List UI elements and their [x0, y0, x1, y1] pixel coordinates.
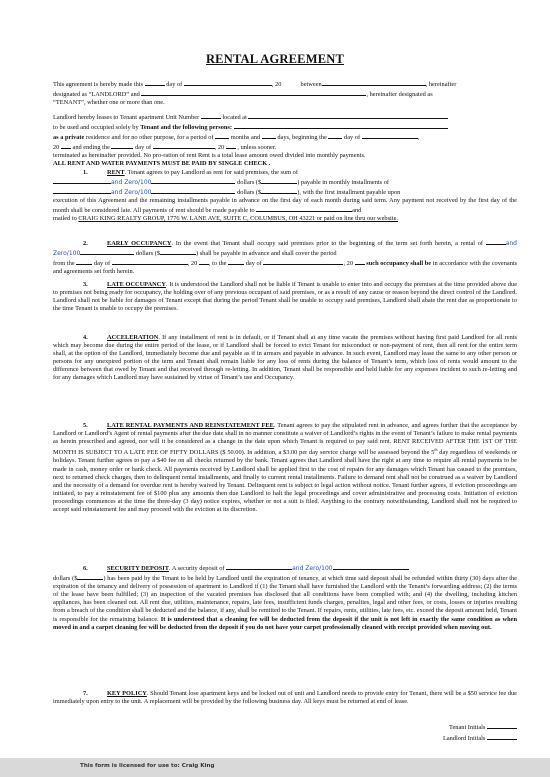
document-title: RENTAL AGREEMENT	[205, 52, 345, 66]
blank-early-from-day[interactable]	[76, 258, 92, 265]
blank-month[interactable]	[184, 79, 272, 86]
rent-text-8: mailed to	[53, 215, 77, 223]
deposit-fill[interactable]: and Zero/100	[292, 565, 333, 572]
blank-early-to-month[interactable]	[263, 258, 343, 265]
blank-deposit-post[interactable]	[333, 563, 409, 570]
rent-fill-2[interactable]: and Zero/100	[111, 189, 152, 197]
rent-text-3: ) payable in monthly installments of	[297, 179, 390, 187]
deposit-number: 6.	[83, 565, 88, 572]
blank-day[interactable]	[145, 79, 165, 86]
lease-paragraph: Landlord hereby leases to Tenant apartment Unit Number located at to be used and occupied solely by Tenant and the following persons: as a private residence and for no other purpose, for a period of months and days, beginning the day of , 20 and ending the day of , 20 , unless sooner. terminated as hereinafter provided. No pro-ration of rent Rent is a total lease amount owed divided into monthly payments. ALL RENT AND WATER PAYMENTS MUST BE PAID BY SINGLE CHECK .	[53, 112, 517, 169]
blank-unit-number[interactable]	[201, 112, 221, 119]
early-text-2: dollars ($	[135, 250, 161, 258]
intro-text-6: designated as “LANDLORD” and	[53, 91, 140, 99]
blank-early-pre[interactable]	[486, 238, 506, 245]
landlord-initials	[443, 733, 517, 742]
late-occ-number: 3.	[83, 281, 88, 288]
lease-text-8: 20	[53, 144, 60, 152]
early-text-8: day of	[245, 260, 262, 268]
late-fee-caps: RENT RECEIVED AFTER THE 1ST OF THE MONTH IS SUBJECT TO A LATE FEE OF FIFTY DOLLARS ($ 50.00).	[53, 438, 517, 457]
intro-text-3: , 20	[271, 81, 282, 88]
early-number: 2.	[83, 240, 88, 247]
accel-body: . If any installment of rent is in default, or if Tenant shall at any time vacate the premises without having first paid Landlord for all rents which may become due during the entire period of the lease, or if Landlord shall be forced to evict Tenant for misconduct or non-payment of rent, then all rent for the entire term shall, at the option of the Landlord, immediately become due and payable as if in arrears and payable in advance. In such event, Landlord may lease the same to any other person or persons for any unexpired portion of the term and Tenant shall remain liable for any loss of rents during the balance of Tenant’s term, which loss of rents would amount to the difference between that owed by Tenant and that received through re-letting. In addition, Tenant shall be responsible and held liable for any expenses incident to such re-letting and for any damages which Landlord may have sustained by virtue of Tenant’s use and Occupancy.	[53, 334, 517, 382]
tenant-initials	[449, 722, 517, 731]
lease-text-9: and ending the	[72, 144, 110, 152]
intro-text-2: day of	[166, 81, 183, 88]
lease-text-3: to be used and occupied solely by	[53, 124, 139, 132]
lease-text-2: located at	[222, 114, 247, 121]
lease-text-7: day of	[344, 134, 361, 142]
blank-tenant-name[interactable]	[141, 89, 366, 96]
deposit-text-2: dollars ($	[53, 575, 78, 583]
late-fee-text-1: . Tenant agrees to pay the stipulated rent in advance, and agrees further that the acceptance by Landlord or Landlord’s Agent of rental payments after the due date shall in no manner constitute a waiver of Landlord’s rights in the event of Tenant’s failure to make rental payments as herein prescribed and agreed, nor will it be considered as a change in the date upon which Tenant is required to pay said rent.	[53, 422, 517, 446]
blank-early-from-month[interactable]	[112, 258, 188, 265]
blank-payee[interactable]	[256, 205, 352, 212]
late-occ-body: . It is understood the Landlord shall not be liable if Tenant is unable to enter into and occupy the premises at the time provided above due to premises not being ready for occupancy, the holding over of any previous occupant of said premises, or as a result of any cause or reason beyond the direct control of the Landlord. Landlord shall not be liable for damages of Tenant except that during the period Tenant shall be unable to occupy said premises, Landlord shall abate the rent due as proportionate to the time Tenant is unable to occupy the premises.	[53, 281, 518, 313]
early-text-1: . In the event that Tenant shall occupy said premises prior to the beginning of the term set forth herein, a rental of	[171, 240, 483, 247]
lease-bold-private: as a private	[53, 134, 85, 142]
intro-paragraph	[53, 79, 517, 107]
rent-number: 1.	[83, 169, 88, 176]
early-text-6: , 20	[187, 260, 198, 268]
tenant-initials-label: Tenant Initials	[449, 724, 486, 731]
deposit-text-1: . A security deposit of	[169, 565, 225, 572]
blank-months[interactable]	[215, 132, 229, 139]
blank-address[interactable]	[248, 112, 448, 119]
deposit-bold: It is understood that a cleaning fee will be deducted from the deposit if the unit is not left in exactly the same condition as when moved in and a carpet cleaning fee will be deducted from the deposit if you do not have your carpet professionally cleaned with receipt provided when moving out.	[53, 615, 517, 631]
early-text-7: , to the	[208, 260, 227, 268]
deposit-text-3: ) has been paid by the Tenant to be held by Landlord until the expiration of tenancy, at which time said deposit shall be refunded within thirty (30) days after the expiration of the tenancy and delivery of possession of apartment to Landlord if (1) the Tenant shall have furnished the Landlord with the Tenant’s forwarding address; (2) the terms of the lease have been fulfilled; (3) an inspection of the vacated premises has disclosed that all conditions have been complied with; and (4) the dwelling, including kitchen appliances, has been cleaned out. All rent due, utilities, maintenance, repairs, late fees, insufficient funds charges, penalties, legal and other fees, or costs, losses or injuries resulting from a breach of the condition shall be deducted and the balance, if any, shall be remitted to the Tenant. If repairs, rents, utilities, late fees, etc. exceed the deposit amount held, Tenant is responsible for the remaining balance.	[53, 575, 518, 623]
late-fee-number: 5.	[83, 422, 88, 429]
section-early-occupancy	[53, 238, 517, 276]
blank-early-from-year[interactable]	[199, 258, 209, 265]
rent-text-4: dollars ($	[237, 189, 262, 197]
intro-text-5: , hereinafter	[425, 81, 457, 88]
section-late-occupancy	[53, 281, 517, 313]
deposit-heading: SECURITY DEPOSIT	[107, 565, 169, 572]
blank-monthly-post[interactable]	[151, 187, 235, 194]
early-text-9: , 20	[343, 260, 354, 268]
blank-monthly-dollars[interactable]	[261, 187, 297, 194]
landlord-initials-label: Landlord Initials	[442, 735, 486, 742]
blank-rent-dollars[interactable]	[261, 177, 297, 184]
rent-heading: RENT	[107, 169, 125, 176]
rent-mailing-address: CRAIG KING REALTY GROUP, 1776 W. LANE AVE, SUITE C, COLUMBUS, OH 43221 or paid on line thru our website.	[78, 215, 398, 223]
key-heading: KEY POLICY	[107, 690, 147, 697]
blank-begin-year[interactable]	[61, 142, 71, 149]
late-fee-sup: th	[434, 447, 438, 453]
blank-early-dollars[interactable]	[160, 248, 196, 255]
section-security-deposit	[53, 563, 517, 632]
rent-text-6: execution of this Agreement and the remaining installments payable in advance on the first day of each month during said term. Any payment not received by the first day of the month shall be considered late. All payments of rent should be made payable to	[53, 197, 517, 215]
early-heading: EARLY OCCUPANCY	[107, 240, 172, 247]
blank-monthly-pre[interactable]	[53, 187, 111, 194]
blank-deposit-pre[interactable]	[226, 563, 292, 570]
license-text: This form is licensed for use to: Craig King	[80, 763, 215, 769]
lease-text-5: months and	[230, 134, 261, 142]
early-text-10: in accordance with the covenants and agreements set forth herein.	[53, 260, 518, 276]
blank-end-year[interactable]	[226, 142, 236, 149]
lease-bold-persons: Tenant and the following persons:	[140, 124, 232, 132]
intro-text-1: This agreement is hereby made this	[53, 81, 144, 88]
lease-text-6: days, beginning the	[277, 134, 327, 142]
blank-begin-month[interactable]	[362, 132, 418, 139]
blank-early-to-day[interactable]	[228, 258, 244, 265]
section-late-fee	[53, 422, 517, 514]
section-acceleration	[53, 334, 517, 383]
lease-text-12: , unless sooner.	[237, 144, 277, 152]
blank-rent-amount-pre[interactable]	[53, 177, 111, 184]
early-bold: such occupancy shall be	[366, 260, 432, 268]
blank-persons[interactable]	[234, 122, 448, 129]
accel-heading: ACCELERATION	[107, 334, 159, 341]
intro-text-7: , hereinafter designated as	[366, 91, 433, 99]
late-fee-text-2: In addition, a $3.00 per day service charge will be assessed beyond the 5	[245, 449, 435, 457]
late-fee-heading: LATE RENTAL PAYMENTS AND REINSTATEMENT FEE	[107, 422, 274, 429]
rent-text-7: and	[352, 207, 362, 215]
accel-number: 4.	[83, 334, 88, 341]
blank-landlord-initials[interactable]	[487, 733, 517, 740]
section-rent	[53, 169, 517, 224]
key-body: . Should Tenant lose apartment keys and be locked out of unit and Landlord needs to provide entry for Tenant, there will be a $50 service fee due immediately upon entry to the unit. A replacement will be provided by the following business day. All keys must be returned at end of lease.	[53, 690, 517, 706]
lease-text-4: residence and for no other purpose, for a period of	[85, 134, 214, 142]
early-fill[interactable]: and Zero/100	[53, 240, 517, 258]
intro-text-8: “TENANT”, whether one or more than one.	[53, 99, 165, 107]
rent-text-5: ), with the first installment payable upon	[297, 189, 401, 197]
lease-text-1: Landlord hereby leases to Tenant apartment Unit Number	[53, 114, 200, 121]
blank-end-day[interactable]	[111, 142, 133, 149]
intro-text-4: between	[300, 81, 322, 88]
blank-rent-amount-post[interactable]	[151, 177, 235, 184]
lease-text-13: terminated as hereinafter provided. No pro-ration of rent Rent is a total lease amount owed divided into monthly payments.	[53, 152, 366, 160]
blank-begin-day[interactable]	[328, 132, 342, 139]
lease-text-10: day of	[135, 144, 152, 152]
blank-early-post[interactable]	[80, 248, 134, 255]
lease-bold-payments: ALL RENT AND WATER PAYMENTS MUST BE PAID BY SINGLE CHECK .	[53, 160, 271, 168]
early-text-3: ) shall be payable in advance and shall cover the period	[196, 250, 337, 258]
section-key-policy	[53, 690, 517, 706]
early-text-4: from the	[53, 260, 75, 268]
late-fee-text-3: day regardless of weekends or holidays. Tenant further agrees to pay a $40 fee on all checks returned by the bank. Tenant agrees that Landlord shall have the right at any time to require all rental payments to be made in cash, money order or bank check. All payments received by Landlord shall be applied first to the cost of repairs for any damages which Tenant has caused to the premises, next to returned check charges, then to delinquent rental installments, and finally to current rental installments. Failure to demand rent shall not be construed as a waiver by Landlord and the necessity of a demand for overdue rent is hereby waived by Tenant. Delinquent rent is subject to legal action without notice. Tenant further agrees, if eviction proceedings are initiated, to pay a reinstatement fee of $100 plus any amounts then due Landlord to halt the legal proceedings and cover administrative and processing costs. Initiation of eviction proceedings commences at the time the three-day (3 day) notice expires, whether or not a suit is filed. Anything to the contrary notwithstanding, Landlord shall not be required to accept said reinstatement fee and may proceed with the eviction at its discretion.	[53, 449, 517, 514]
rent-text-1: . Tenant agrees to pay Landlord as rent for said premises, the sum of	[124, 169, 298, 176]
license-footer	[0, 758, 550, 777]
blank-landlord-name[interactable]	[322, 79, 426, 86]
blank-end-month[interactable]	[153, 142, 215, 149]
early-text-5: day of	[94, 260, 111, 268]
blank-early-to-year[interactable]	[355, 258, 365, 265]
rent-fill-1[interactable]: and Zero/100	[111, 179, 152, 187]
key-number: 7.	[83, 690, 88, 697]
late-occ-heading: LATE OCCUPANCY	[107, 281, 166, 288]
lease-text-11: , 20	[214, 144, 225, 152]
blank-deposit-dollars[interactable]	[77, 573, 103, 580]
blank-tenant-initials[interactable]	[487, 722, 517, 729]
blank-days[interactable]	[262, 132, 276, 139]
rent-text-2: dollars ($	[237, 179, 262, 187]
